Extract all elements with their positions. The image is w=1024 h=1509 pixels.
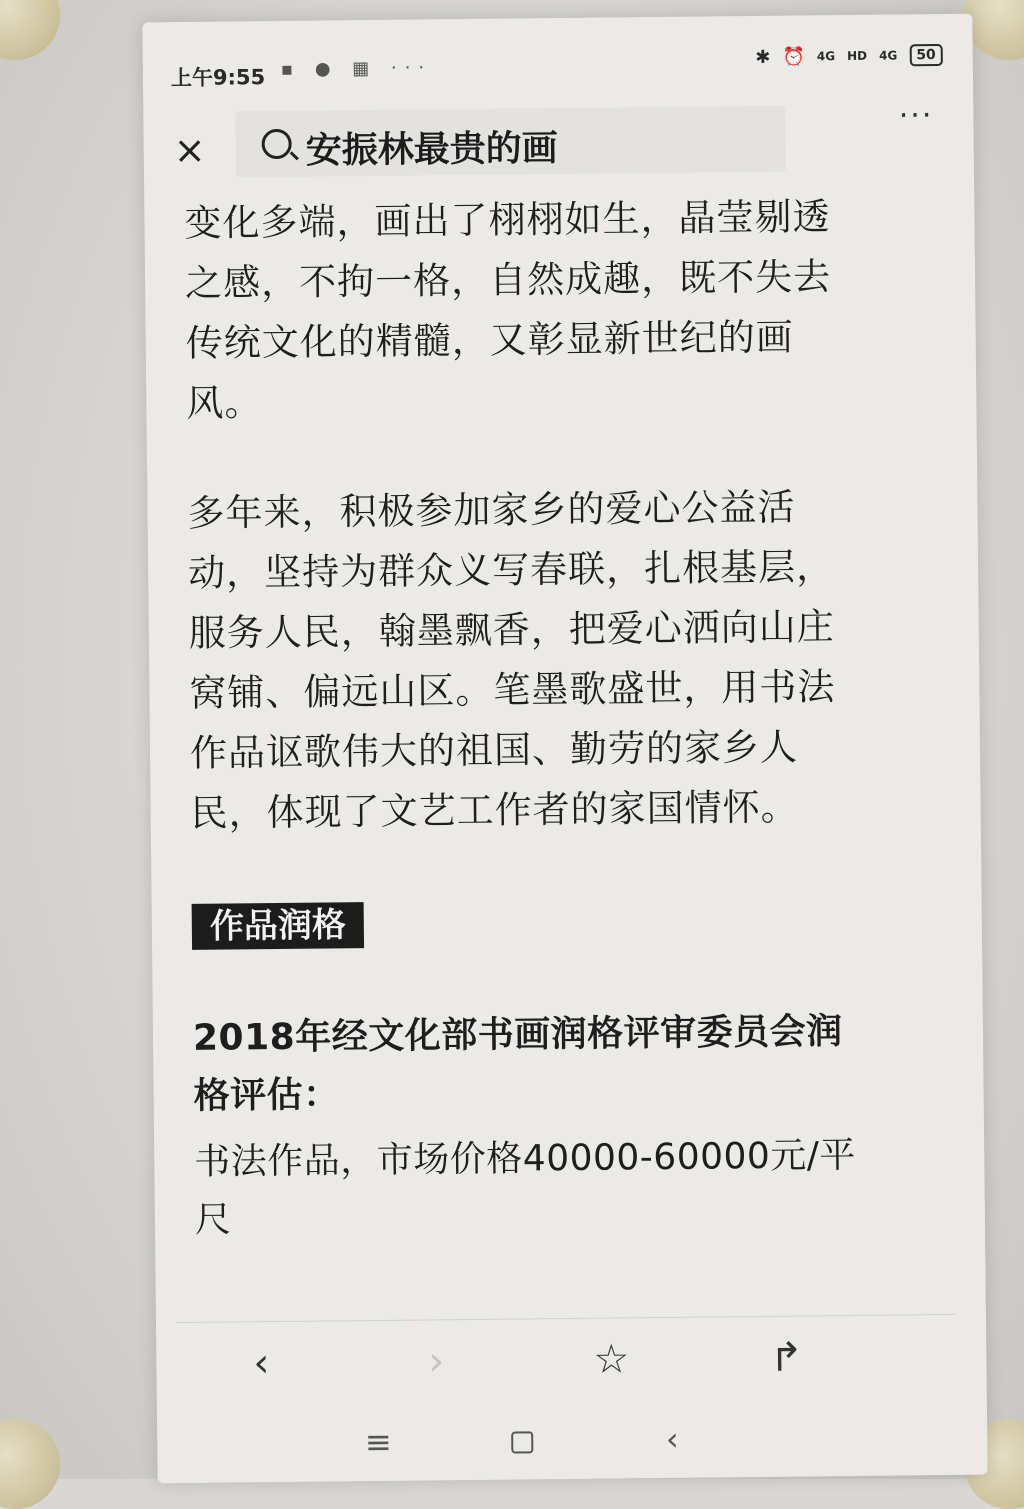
hd-icon: HD xyxy=(847,49,867,63)
article-paragraph: 多年来，积极参加家乡的爱心公益活动，坚持为群众义写春联，扎根基层，服务人民，翰墨飘香，把爱心洒向山庄窝铺、偏远山区。笔墨歌盛世，用书法作品讴歌伟大的祖国、勤劳的家乡人民，体现了文艺工作者的家国情怀。 xyxy=(187,477,856,844)
signal-icon: 4G xyxy=(817,49,835,63)
home-icon xyxy=(511,1431,533,1453)
price-text: 书法作品，市场价格40000-60000元/平尺 xyxy=(194,1127,860,1250)
forward-button[interactable]: › xyxy=(406,1338,466,1385)
article-paragraph: 变化多端，画出了栩栩如生，晶莹剔透之感，不拘一格，自然成趣，既不失去传统文化的精髓，又彰显新世纪的画风。 xyxy=(184,187,851,434)
status-right-icons xyxy=(755,44,943,68)
notification-icons: ▪ ● ▦ ··· xyxy=(281,57,432,80)
phone-screen xyxy=(142,14,987,1484)
signal-icon: 4G xyxy=(879,48,897,62)
section-heading-tag: 作品润格 xyxy=(192,902,364,950)
home-button[interactable] xyxy=(497,1421,547,1462)
system-back-button[interactable]: ‹ xyxy=(647,1420,697,1459)
browser-toolbar xyxy=(176,1314,957,1413)
price-heading: 2018年经文化部书画润格评审委员会润格评估： xyxy=(193,1003,859,1126)
share-icon[interactable]: ↱ xyxy=(756,1334,816,1381)
bookmark-star-icon[interactable]: ☆ xyxy=(581,1336,641,1383)
article-body xyxy=(184,187,860,1250)
system-navigation-bar xyxy=(157,1409,988,1478)
bluetooth-icon: ✱ xyxy=(755,46,770,67)
status-time: 上午9:55 xyxy=(171,61,266,92)
more-options-button[interactable]: ··· xyxy=(899,98,934,133)
close-button[interactable]: × xyxy=(170,130,210,170)
status-bar xyxy=(171,40,943,88)
search-icon xyxy=(261,129,291,159)
back-button[interactable]: ‹ xyxy=(231,1340,291,1387)
menu-icon[interactable]: ≡ xyxy=(353,1423,403,1462)
search-query[interactable]: 安振林最贵的画 xyxy=(305,120,558,174)
search-bar[interactable] xyxy=(235,106,786,178)
alarm-icon: ⏰ xyxy=(782,46,805,67)
battery-icon: 50 xyxy=(909,44,943,66)
